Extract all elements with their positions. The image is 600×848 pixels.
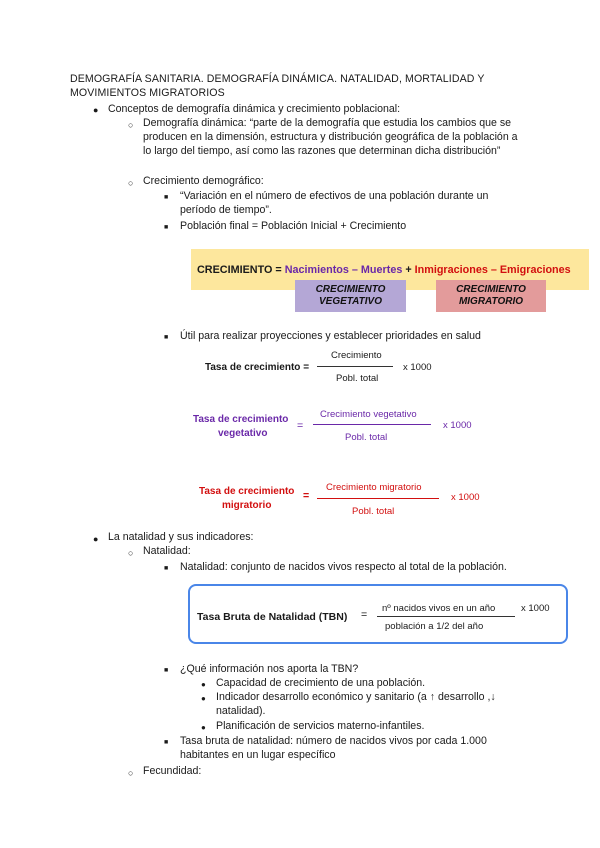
fraction-line — [317, 366, 393, 367]
fecundidad-heading: Fecundidad: — [143, 765, 202, 777]
demografia-dinamica-def: Demografía dinámica: “parte de la demografía que estudia los cambios que se producen en la dimensión, estructura y distribución geográfica de la población a lo largo del tiempo, así como las razones que determinan dicha distribución” — [143, 117, 518, 157]
tbn-question: ¿Qué información nos aporta la TBN? — [180, 663, 359, 675]
bullet-icon: ● — [201, 694, 206, 703]
tasa-migratorio-den: Pobl. total — [352, 506, 395, 517]
tasa-migratorio-eq: = — [303, 490, 310, 502]
fraction-line — [377, 616, 515, 617]
bullet-icon: ● — [93, 534, 99, 544]
box-line: CRECIMIENTO — [315, 284, 386, 295]
crecimiento-vegetativo-box — [295, 280, 406, 312]
tbn-mult: x 1000 — [521, 603, 550, 614]
crecimiento-heading: Crecimiento demográfico: — [143, 175, 264, 187]
info-item: Capacidad de crecimiento de una población. — [216, 677, 426, 689]
crecimiento-def: “Variación en el número de efectivos de una población durante un período de tiempo”. — [180, 190, 489, 216]
formula-lead: CRECIMIENTO = — [197, 264, 285, 276]
formula-plus: + — [402, 264, 415, 276]
box-line: CRECIMIENTO — [456, 284, 526, 295]
square-bullet-icon: ■ — [164, 194, 169, 201]
bullet-icon: ● — [93, 105, 99, 115]
tasa-vegetativo-mult: x 1000 — [443, 420, 472, 431]
formula-muertes: Muertes — [360, 264, 403, 276]
fraction-line — [313, 424, 431, 425]
crecimiento-migratorio-box — [436, 280, 546, 312]
tasa-crecimiento-label: Tasa de crecimiento = — [205, 362, 310, 373]
fraction-line — [317, 498, 439, 499]
tasa-crecimiento-mult: x 1000 — [403, 362, 432, 373]
hollow-bullet-icon: ○ — [128, 548, 134, 558]
tbn-num: nº nacidos vivos en un año — [382, 603, 496, 614]
bullet-icon: ● — [201, 723, 206, 732]
page-title: DEMOGRAFÍA SANITARIA. DEMOGRAFÍA DINÁMICA. NATALIDAD, MORTALIDAD Y MOVIMIENTOS MIGRATORIOS — [70, 73, 485, 99]
formula-emigraciones: Emigraciones — [499, 264, 571, 276]
bullet-icon: ● — [201, 680, 206, 689]
util-text: Útil para realizar proyecciones y establecer prioridades en salud — [180, 330, 481, 342]
tasa-vegetativo-label: Tasa de crecimiento — [193, 414, 289, 425]
tasa-vegetativo-eq: = — [297, 420, 304, 432]
info-item: Planificación de servicios materno-infantiles. — [216, 720, 425, 732]
tasa-crecimiento-den: Pobl. total — [336, 373, 379, 384]
tasa-crecimiento-num: Crecimiento — [331, 350, 382, 361]
tasa-migratorio-label: Tasa de crecimiento — [199, 486, 295, 497]
tbn-den: población a 1/2 del año — [385, 621, 484, 632]
tasa-migratorio-num: Crecimiento migratorio — [326, 482, 422, 493]
tasa-vegetativo-label: vegetativo — [218, 428, 268, 439]
natalidad-def: Natalidad: conjunto de nacidos vivos respecto al total de la población. — [180, 561, 507, 573]
square-bullet-icon: ■ — [164, 334, 169, 341]
hollow-bullet-icon: ○ — [128, 768, 134, 778]
tasa-bruta-def: Tasa bruta de natalidad: número de nacidos vivos por cada 1.000 habitantes en un lugar específico — [180, 735, 487, 761]
formula-dash: – — [487, 264, 500, 276]
hollow-bullet-icon: ○ — [128, 178, 134, 188]
tasa-migratorio-label: migratorio — [222, 500, 272, 511]
square-bullet-icon: ■ — [164, 667, 169, 674]
poblacion-final-eq: Población final = Población Inicial + Crecimiento — [180, 220, 407, 232]
section-heading: Conceptos de demografía dinámica y crecimiento poblacional: — [108, 103, 401, 115]
info-item: Indicador desarrollo económico y sanitario (a ↑ desarrollo ,↓ natalidad). — [216, 691, 496, 717]
hollow-bullet-icon: ○ — [128, 120, 134, 130]
formula-dash: – — [348, 264, 361, 276]
formula-nacimientos: Nacimientos — [284, 264, 349, 276]
square-bullet-icon: ■ — [164, 739, 169, 746]
tasa-vegetativo-num: Crecimiento vegetativo — [320, 409, 417, 420]
tbn-eq: = — [361, 609, 368, 621]
tasa-migratorio-mult: x 1000 — [451, 492, 480, 503]
box-line: VEGETATIVO — [319, 296, 382, 307]
tasa-vegetativo-den: Pobl. total — [345, 432, 388, 443]
tbn-label: Tasa Bruta de Natalidad (TBN) — [197, 611, 348, 623]
crecimiento-formula — [197, 263, 571, 277]
section-heading: La natalidad y sus indicadores: — [108, 531, 254, 543]
box-line: MIGRATORIO — [458, 296, 524, 307]
formula-inmigraciones: Inmigraciones — [414, 264, 488, 276]
square-bullet-icon: ■ — [164, 565, 169, 572]
square-bullet-icon: ■ — [164, 224, 169, 231]
natalidad-heading: Natalidad: — [143, 545, 191, 557]
